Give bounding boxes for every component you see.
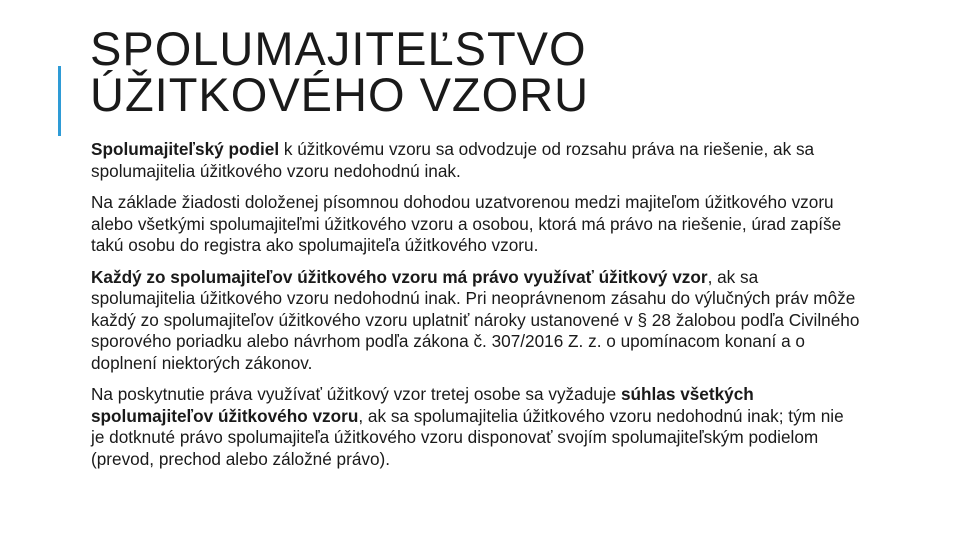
title-accent-bar: [58, 66, 61, 136]
slide-body: [91, 139, 861, 480]
paragraph-4-bold: súhlas všetkých spolumajiteľov úžitkového vzoru: [91, 384, 754, 426]
paragraph-1-bold: Spolumajiteľský podiel: [91, 139, 280, 159]
slide-title: [90, 22, 590, 121]
paragraph-4: [91, 384, 861, 470]
paragraph-4-text-after: , ak sa spolumajitelia úžitkového vzoru nedohodnú inak; tým nie je dotknuté právo spolumajiteľa úžitkového vzoru disponovať svojím spolumajiteľským podielom (prevod, prechod alebo záložné právo).: [91, 405, 844, 469]
paragraph-2: [91, 192, 861, 257]
paragraph-3: [91, 267, 861, 375]
slide-title-line-2: ÚŽITKOVÉHO VZORU: [90, 68, 590, 121]
paragraph-2-text: Na základe žiadosti doloženej písomnou dohodou uzatvorenou medzi majiteľom úžitkového vzoru alebo všetkými spolumajiteľmi úžitkového vzoru a osobou, ktorá má právo na riešenie, úrad zapíše takú osobu do registra ako spolumajiteľa úžitkového vzoru.: [91, 192, 842, 255]
paragraph-1: [91, 139, 861, 182]
slide-title-line-1: SPOLUMAJITEĽSTVO: [90, 22, 587, 75]
paragraph-4-text-before: Na poskytnutie práva využívať úžitkový vzor tretej osobe sa vyžaduje: [91, 384, 621, 404]
paragraph-3-bold: Každý zo spolumajiteľov úžitkového vzoru má právo využívať úžitkový vzor: [91, 266, 708, 287]
paragraph-1-text: k úžitkovému vzoru sa odvodzuje od rozsahu práva na riešenie, ak sa spolumajitelia úžitkového vzoru nedohodnú inak.: [91, 139, 815, 181]
paragraph-3-text: , ak sa spolumajitelia úžitkového vzoru nedohodnú inak. Pri neoprávnenom zásahu do výlučných práv môže každý zo spolumajiteľov úžitkového vzoru uplatniť nároky ustanovené v § 28 žalobou podľa Civilného sporového poriadku alebo návrhom podľa zákona č. 307/2016 Z. z. o upomínacom konaní a o doplnení niektorých zákonov.: [91, 266, 860, 373]
